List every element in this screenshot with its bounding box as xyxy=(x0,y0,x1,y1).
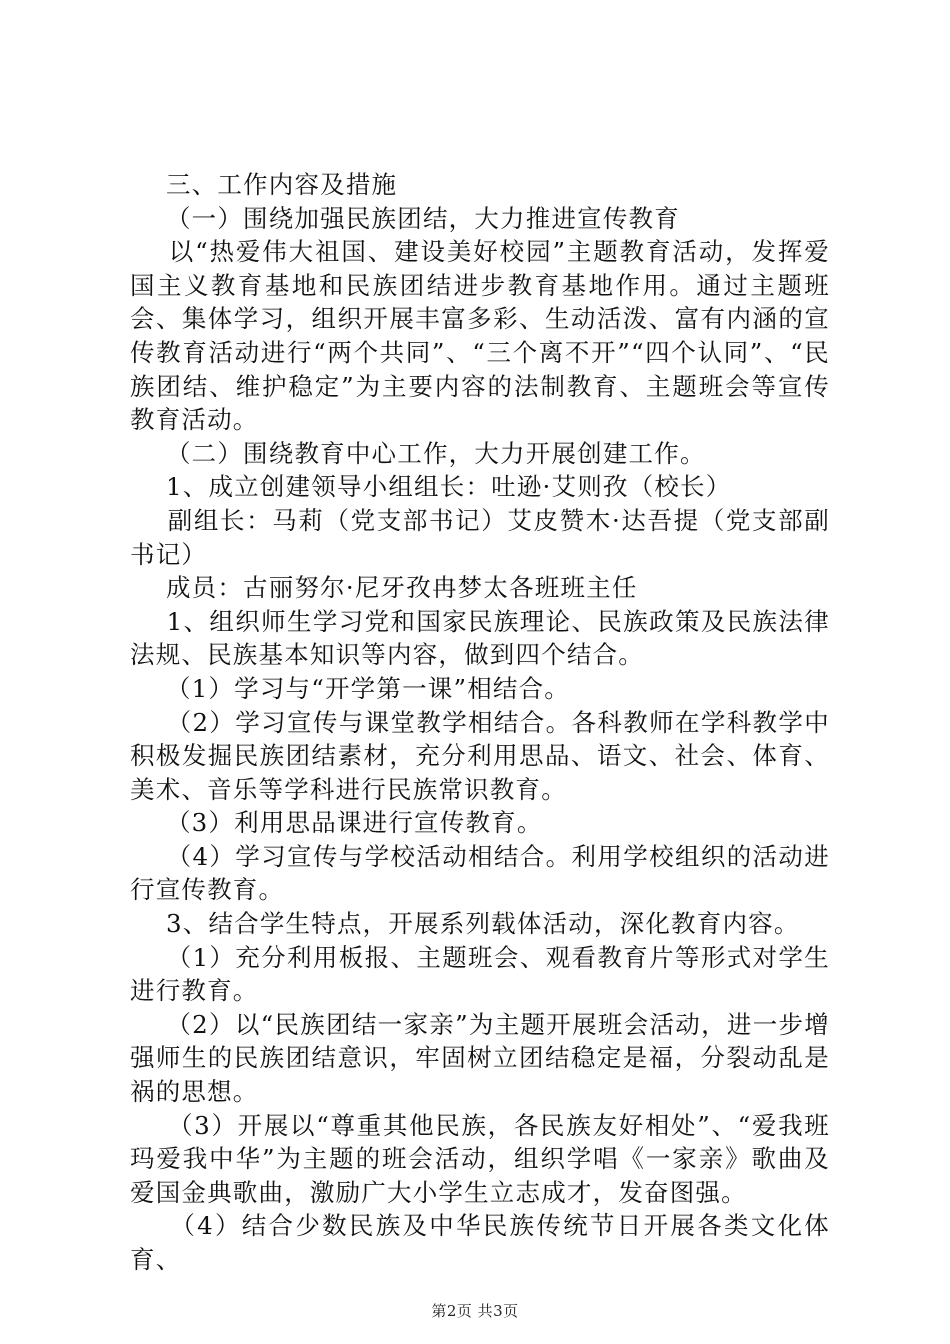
paragraph: 以“热爱伟大祖国、建设美好校园”主题教育活动，发挥爱国主义教育基地和民族团结进步教育基地作用。通过主题班会、集体学习，组织开展丰富多彩、生动活泼、富有内涵的宣传教育活动进行“两个共同”、“三个离不开”“四个认同”、“民族团结、维护稳定”为主要内容的法制教育、主题班会等宣传教育活动。 xyxy=(130,237,831,435)
paragraph: 3、结合学生特点，开展系列载体活动，深化教育内容。 xyxy=(130,909,800,939)
list-item: （1）充分利用板报、主题班会、观看教育片等形式对学生进行教育。 xyxy=(130,942,830,1006)
paragraph: 1、组织师生学习党和国家民族理论、民族政策及民族法律法规、民族基本知识等内容，做到四个结合。 xyxy=(130,606,830,670)
list-item: （1）学习与“开学第一课”相结合。 xyxy=(130,673,570,703)
list-item: （2）以“民族团结一家亲”为主题开展班会活动，进一步增强师生的民族团结意识，牢固树立团结稳定是福，分裂动乱是祸的思想。 xyxy=(130,1009,830,1107)
subsection-heading: （二）围绕教育中心工作，大力开展创建工作。 xyxy=(130,438,706,468)
page-number-footer: 第2页 共3页 xyxy=(431,1302,519,1320)
list-item: （4）结合少数民族及中华民族传统节日开展各类文化体育、 xyxy=(130,1211,831,1274)
section-heading: 三、工作内容及措施 xyxy=(130,170,398,199)
list-item: （4）学习宣传与学校活动相结合。利用学校组织的活动进行宣传教育。 xyxy=(130,841,830,905)
list-item: （3）利用思品课进行宣传教育。 xyxy=(130,808,543,838)
list-item: （3）开展以“尊重其他民族，各民族友好相处”、“爱我班玛爱我中华”为主题的班会活动，组织学唱《一家亲》歌曲及爱国金典歌曲，激励广大小学生立志成才，发奋图强。 xyxy=(130,1110,831,1207)
subsection-heading: （一）围绕加强民族团结，大力推进宣传教育 xyxy=(130,203,680,233)
paragraph: 1、成立创建领导小组组长：吐逊·艾则孜（校长） xyxy=(130,472,732,502)
document-body xyxy=(130,168,830,1277)
paragraph: 副组长：马莉（党支部书记）艾皮赞木·达吾提（党支部副书记） xyxy=(130,505,830,569)
list-item: （2）学习宣传与课堂教学相结合。各科教师在学科教学中积极发掘民族团结素材，充分利用思品、语文、社会、体育、美术、音乐等学科进行民族常识教育。 xyxy=(130,707,830,804)
paragraph: 成员：古丽努尔·尼牙孜冉梦太各班班主任 xyxy=(130,573,638,603)
